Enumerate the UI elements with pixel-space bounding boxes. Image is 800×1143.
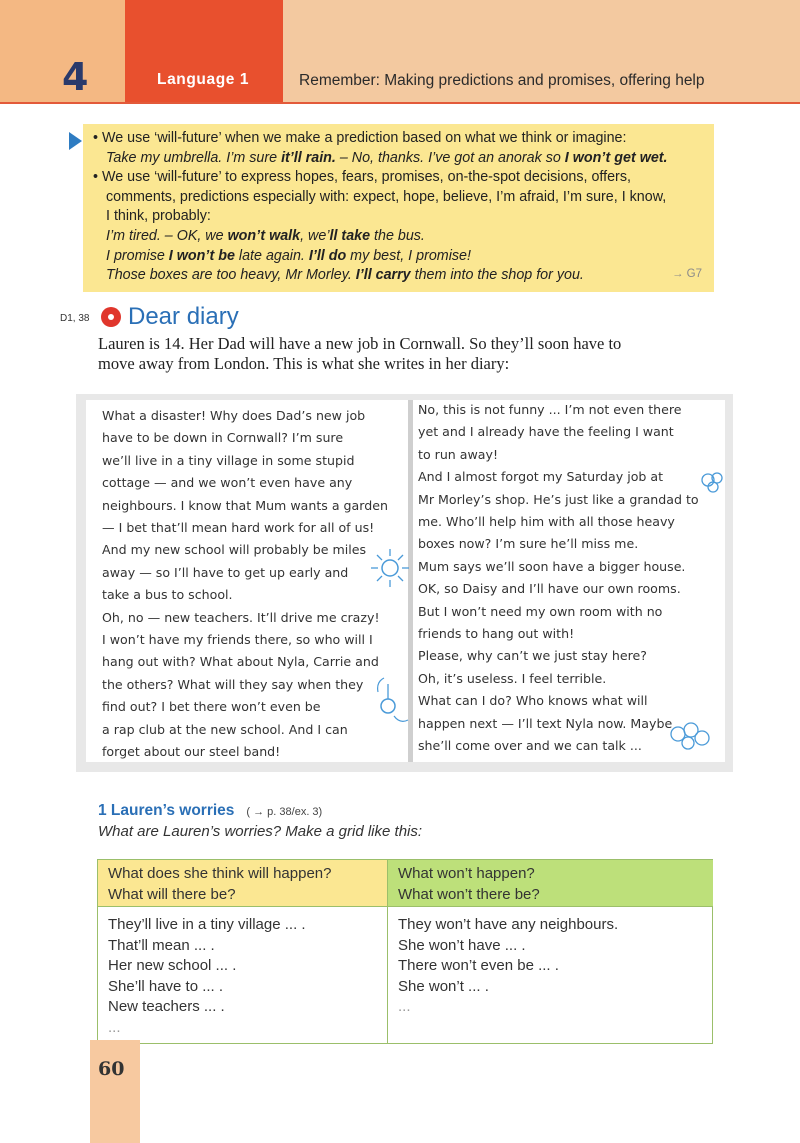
grid-row: There won’t even be ... . (398, 957, 559, 974)
grammar-bullet-cont: comments, predictions especially with: expect, hope, believe, I’m afraid, I’m sure, I know, (106, 188, 667, 205)
grid-row-more: ... (108, 1018, 121, 1036)
grammar-reference-link[interactable]: → G7 (671, 268, 702, 281)
grammar-example: Those boxes are too heavy, Mr Morley. I’ll carry them into the shop for you. (106, 267, 584, 284)
page-number: 60 (98, 1058, 125, 1080)
grammar-bullet: • We use ‘will-future’ when we make a prediction based on what we think or imagine: (93, 130, 627, 146)
exercise-instruction: What are Lauren’s worries? Make a grid like this: (98, 823, 423, 840)
grid-row: She’ll have to ... . (108, 977, 224, 995)
exercise-title: 1 Lauren’s worries ( → p. 38/ex. 3) (98, 802, 323, 819)
audio-cd-icon[interactable] (101, 307, 121, 327)
sun-doodle-icon (368, 546, 412, 590)
grid-row: She won’t have ... . (398, 936, 526, 954)
grid-row: New teachers ... . (108, 998, 225, 1015)
unit-number: 4 (62, 55, 89, 99)
grammar-example: Take my umbrella. I’m sure it’ll rain. – No, thanks. I’ve got an anorak so I won’t get wet. (106, 149, 668, 166)
diary-text-left: What a disaster! Why does Dad’s new job have to be down in Cornwall? I’m sure we’ll live in a tiny village in some stupid cottage — and we won’t even have any neighbours. I know that Mum wants a garden — I bet that’ll mean hard work for all of us! And my new school will probably be miles away — so I’ll have to get up early and take a bus to school. Oh, no — new teachers. It’ll drive me crazy! I won’t have my friends there, so who will I hang out with? What about Nyla, Carrie and the others? What will they say when they find out? I bet there won’t even be a rap club at the new school. And I can forget about our steel band! (102, 408, 388, 760)
page-margin-strip (90, 1040, 140, 1143)
grammar-note-box (83, 124, 714, 292)
diary-text-right: No, this is not funny ... I’m not even there yet and I already have the feeling I want to run away! And I almost forgot my Saturday job at Mr Morley’s shop. He’s just like a grandad to me. Who’ll help him with all those heavy boxes now? I’m sure he’ll miss me. Mum says we’ll soon have a bigger house. OK, so Daisy and I’ll have our own rooms. But I won’t need my own room with no friends to hang out with! Please, why can’t we just stay here? Oh, it’s useless. I feel terrible. What can I do? Who knows what will happen next — I’ll text Nyla now. Maybe she’ll come over and we can talk ... (418, 402, 699, 754)
audio-track-label: D1, 38 (60, 313, 90, 324)
grammar-bullet-cont: I think, probably: (106, 208, 211, 225)
page-title: Remember: Making predictions and promises, offering help (299, 72, 705, 89)
worries-grid (97, 859, 713, 1044)
grid-row: That’ll mean ... . (108, 936, 215, 954)
section-heading: Dear diary (128, 303, 239, 330)
unit-number-tab (0, 0, 125, 102)
grid-column-wont (388, 907, 713, 1043)
intro-text: Lauren is 14. Her Dad will have a new job in Cornwall. So they’ll soon have to move away from London. This is what she writes in her diary: (98, 334, 622, 373)
header-divider (0, 102, 800, 104)
grid-row: They’ll live in a tiny village ... . (108, 916, 306, 933)
flower-doodle-icon (698, 468, 728, 498)
grid-row: They won’t have any neighbours. (398, 916, 619, 933)
flowers-doodle-icon (666, 716, 716, 756)
diary-book (76, 394, 733, 772)
grammar-example: I’m tired. – OK, we won’t walk, we’ll take the bus. (106, 227, 425, 244)
grid-row-more: ... (398, 998, 411, 1015)
grid-column-will (98, 907, 388, 1043)
play-arrow-icon (69, 132, 82, 150)
exercise-reference-link[interactable]: ( → p. 38/ex. 3) (246, 806, 323, 818)
unit-header (0, 0, 800, 102)
microphone-doodle-icon (374, 674, 418, 734)
section-label: Language 1 (157, 71, 250, 88)
grid-row: She won’t ... . (398, 977, 489, 995)
grammar-bullet: • We use ‘will-future’ to express hopes, fears, promises, on-the-spot decisions, offers, (93, 169, 631, 186)
grid-row: Her new school ... . (108, 957, 237, 974)
section-tab (125, 0, 283, 102)
grammar-example: I promise I won’t be late again. I’ll do my best, I promise! (106, 247, 471, 264)
grid-header-wont: What won’t happen? What won’t there be? (388, 860, 713, 907)
grid-header-will: What does she think will happen? What will there be? (98, 860, 388, 907)
